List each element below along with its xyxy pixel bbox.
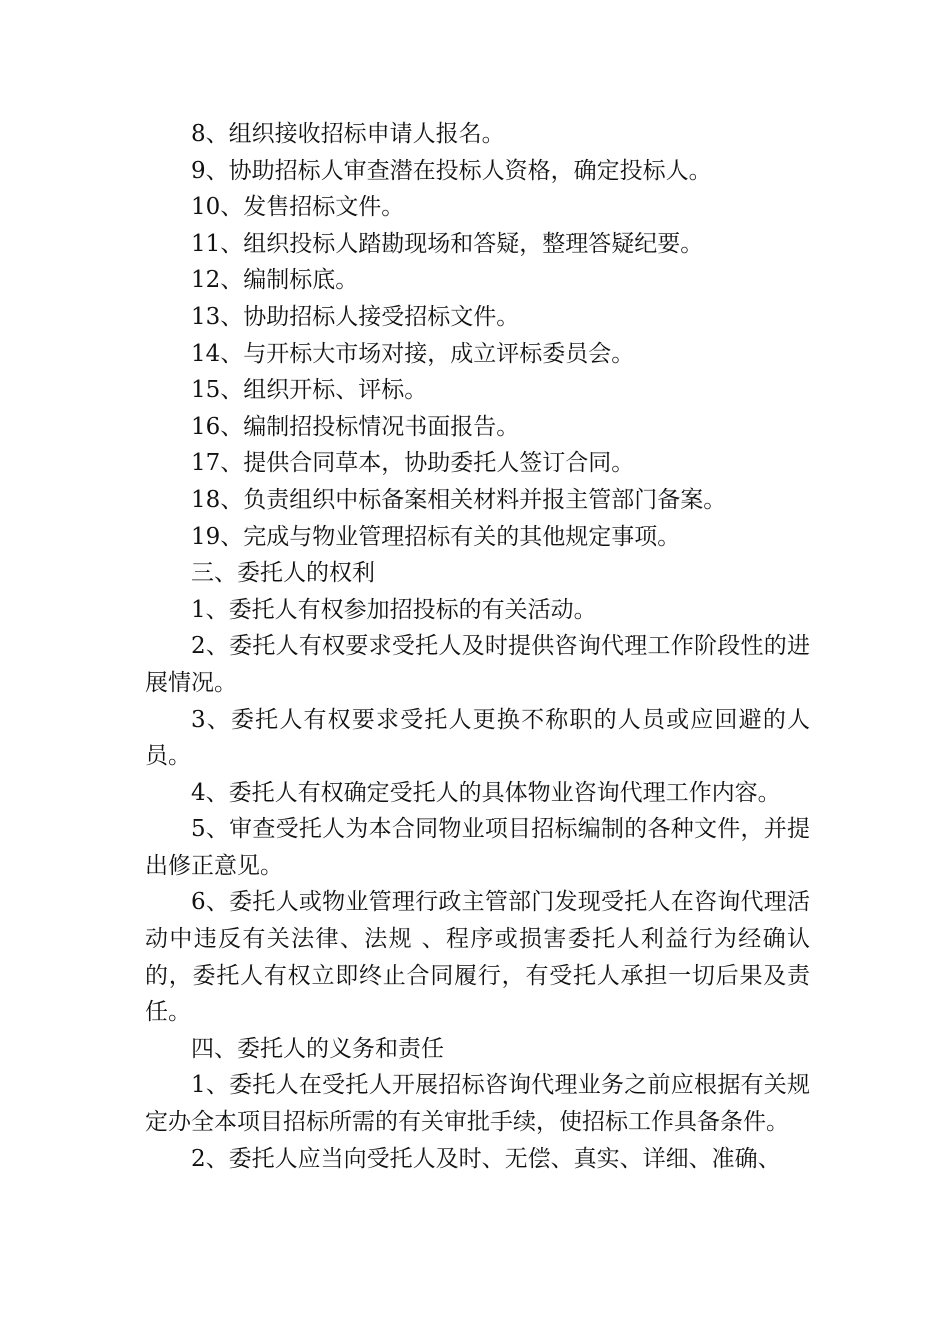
paragraph: 8、组织接收招标申请人报名。	[191, 121, 505, 147]
section-heading: 四、委托人的义务和责任	[191, 1035, 444, 1062]
paragraph: 9、协助招标人审查潜在投标人资格，确定投标人。	[191, 157, 712, 184]
paragraph: 5、审查受托人为本合同物业项目招标编制的各种文件，并提出修正意见。	[145, 816, 810, 879]
paragraph: 1、委托人有权参加招投标的有关活动。	[191, 596, 597, 623]
paragraph: 18、负责组织中标备案相关材料并报主管部门备案。	[191, 486, 727, 513]
paragraph: 2、委托人有权要求受托人及时提供咨询代理工作阶段性的进展情况。	[145, 633, 810, 696]
section-heading: 三、委托人的权利	[191, 560, 375, 587]
paragraph: 3、委托人有权要求受托人更换不称职的人员或应回避的人员。	[145, 706, 810, 770]
paragraph: 19、完成与物业管理招标有关的其他规定事项。	[191, 523, 681, 550]
paragraph: 1、委托人在受托人开展招标咨询代理业务之前应根据有关规定办全本项目招标所需的有关审批手续，使招标工作具备条件。	[145, 1072, 810, 1136]
paragraph: 4、委托人有权确定受托人的具体物业咨询代理工作内容。	[191, 779, 781, 806]
paragraph: 15、组织开标、评标。	[191, 377, 428, 404]
paragraph: 14、与开标大市场对接，成立评标委员会。	[191, 340, 635, 367]
paragraph: 17、提供合同草本，协助委托人签订合同。	[191, 450, 635, 477]
document-body	[145, 116, 810, 1177]
paragraph: 13、协助招标人接受招标文件。	[191, 303, 520, 330]
paragraph: 16、编制招投标情况书面报告。	[191, 413, 520, 440]
paragraph: 12、编制标底。	[191, 267, 359, 294]
paragraph: 2、委托人应当向受托人及时、无偿、真实、详细、准确、	[191, 1145, 781, 1172]
paragraph: 6、委托人或物业管理行政主管部门发现受托人在咨询代理活动中违反有关法律、法规 、程序或损害委托人利益行为经确认的，委托人有权立即终止合同履行，有受托人承担一切后果及责任。	[145, 889, 810, 1026]
paragraph: 10、发售招标文件。	[191, 194, 405, 221]
paragraph: 11、组织投标人踏勘现场和答疑，整理答疑纪要。	[191, 230, 704, 257]
